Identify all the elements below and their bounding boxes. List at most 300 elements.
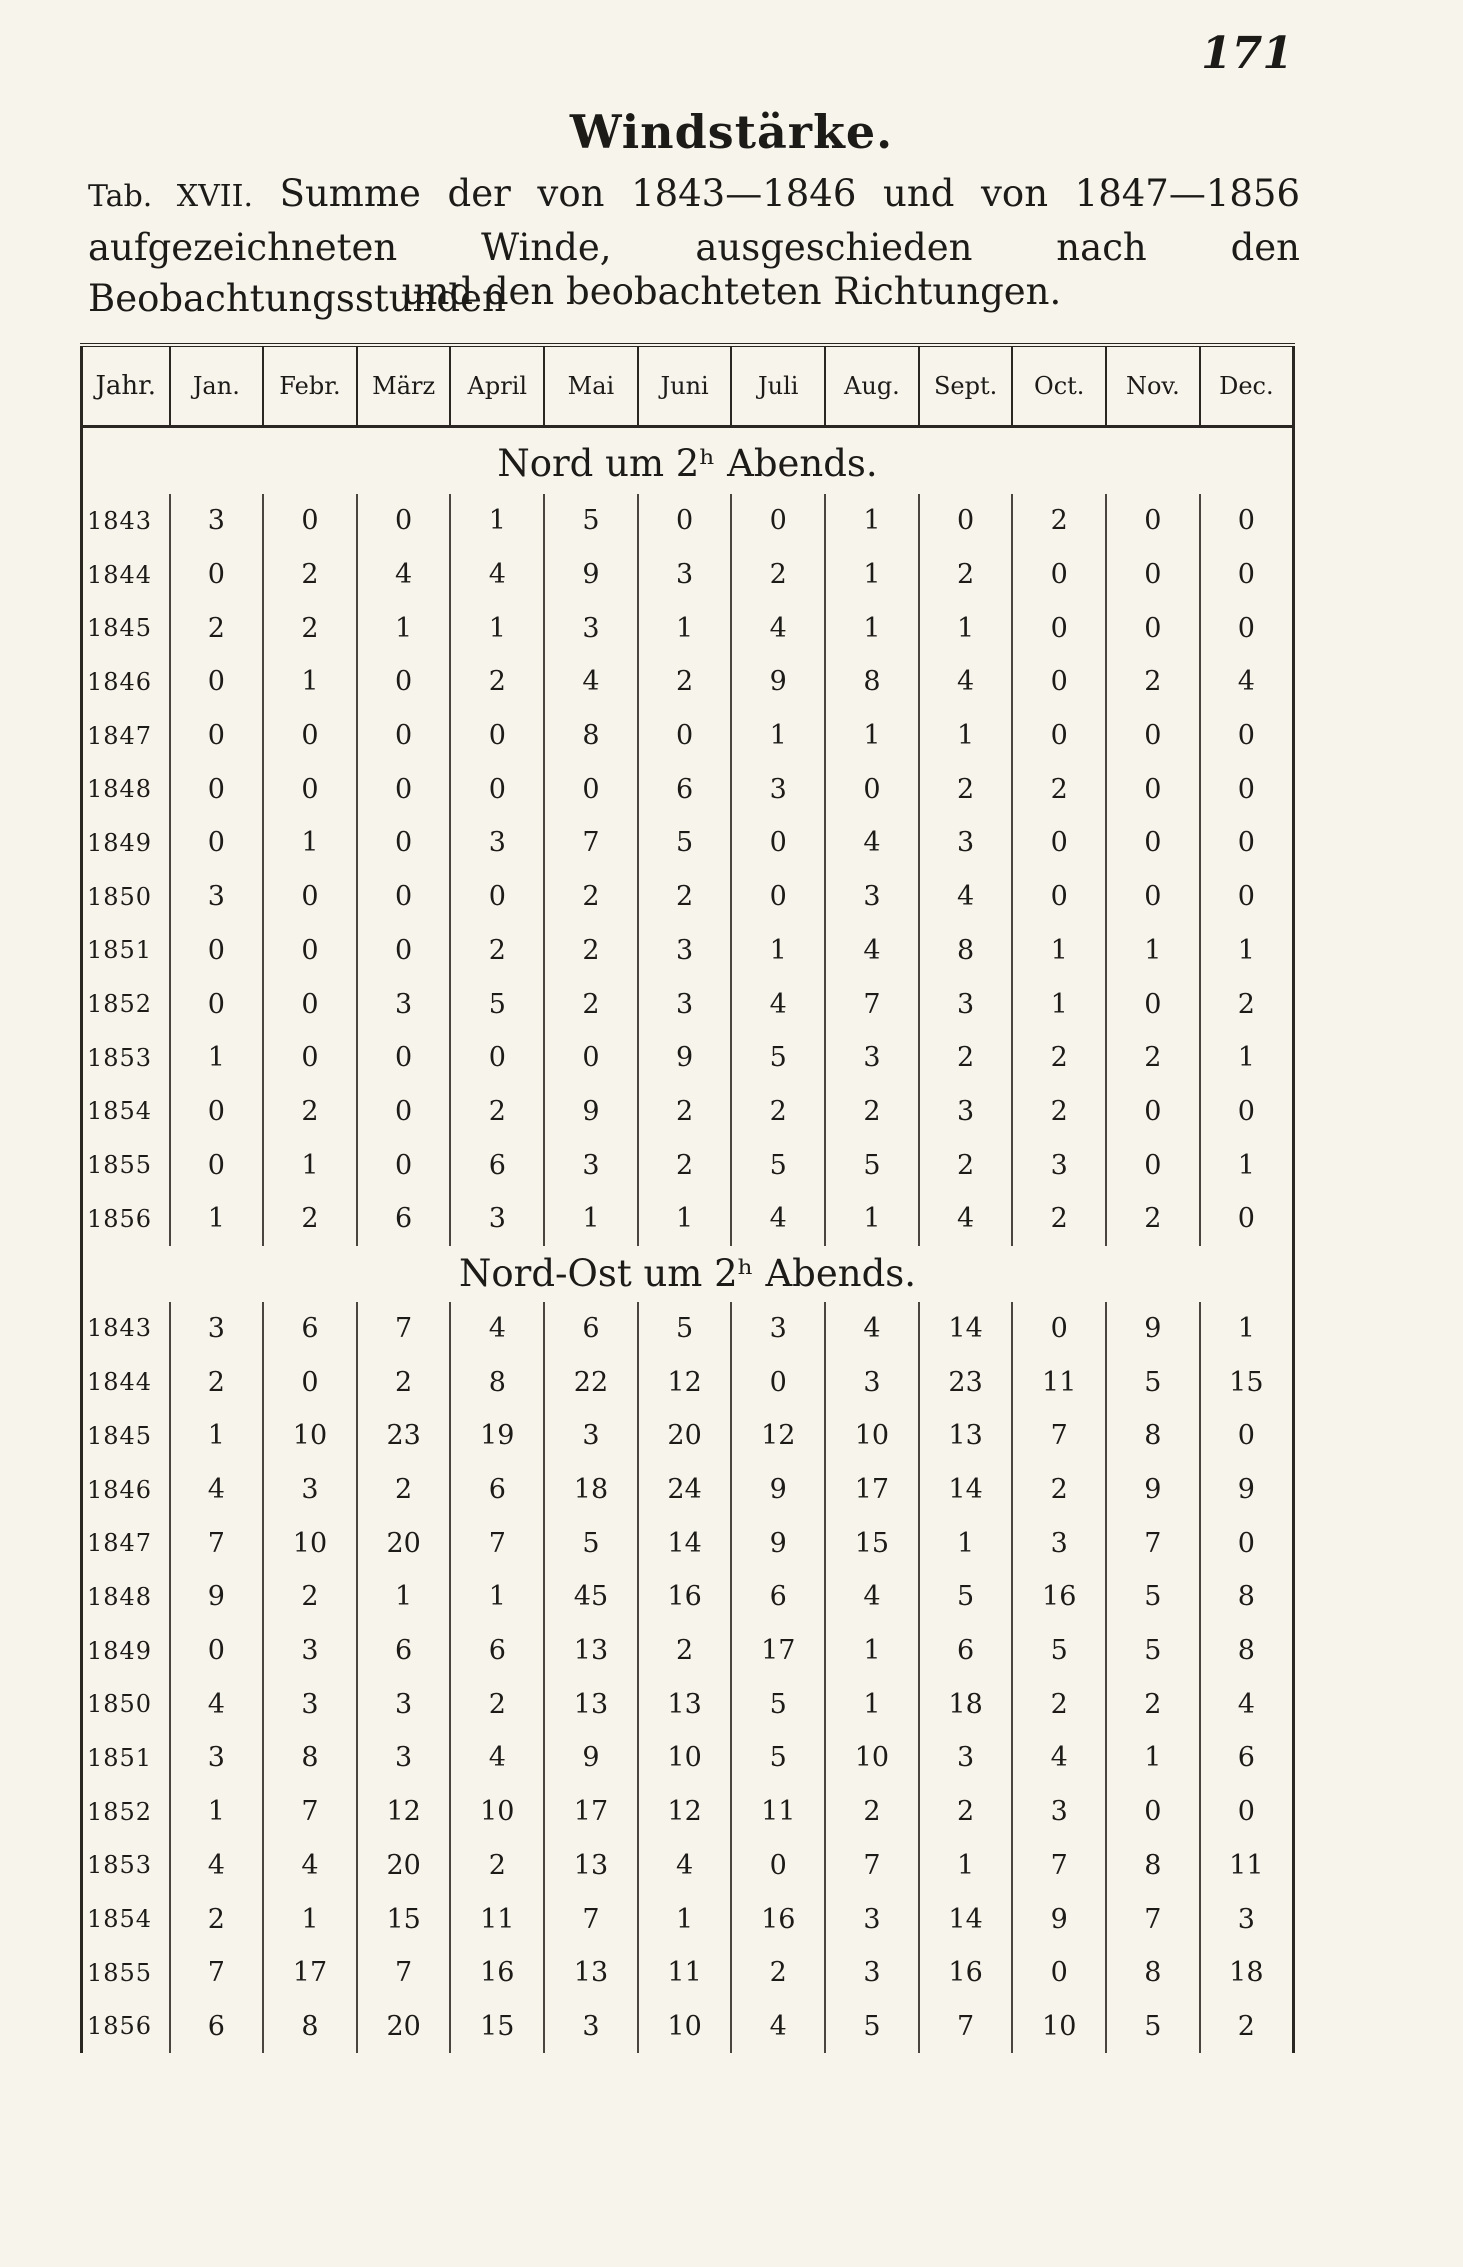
table-cell: 1	[825, 709, 919, 763]
table-cell: 2	[450, 655, 544, 709]
table-cell: 0	[263, 494, 357, 548]
table-row	[82, 1463, 1294, 1517]
table-cell: 2	[263, 1085, 357, 1139]
table-cell: 0	[357, 1138, 451, 1192]
table-cell: 0	[357, 1085, 451, 1139]
table-cell: 5	[1106, 2000, 1200, 2054]
table-cell: 0	[357, 762, 451, 816]
table-cell: 2	[450, 1085, 544, 1139]
table-cell: 2	[1012, 1031, 1106, 1085]
table-cell: 2	[919, 762, 1013, 816]
table-cell: 0	[1012, 816, 1106, 870]
table-cell: 0	[263, 870, 357, 924]
table-cell: 1	[170, 1409, 264, 1463]
table-cell: 3	[263, 1624, 357, 1678]
table-cell: 11	[1229, 1849, 1264, 1881]
year-cell: 1848	[82, 1570, 170, 1624]
table-cell: 0	[1106, 601, 1200, 655]
table-row	[82, 1085, 1294, 1139]
table-cell: 0	[1106, 1085, 1200, 1139]
table-cell: 14	[919, 1892, 1013, 1946]
year-cell: 1852	[82, 977, 170, 1031]
column-header-month: Febr.	[263, 345, 357, 427]
wind-table	[80, 343, 1295, 2053]
table-cell: 6	[919, 1624, 1013, 1678]
table-cell: 4	[1012, 1731, 1106, 1785]
table-cell: 7	[544, 816, 638, 870]
table-cell: 2	[638, 1085, 732, 1139]
table-cell: 0	[731, 494, 825, 548]
table-cell: 0	[1237, 773, 1255, 805]
table-cell: 1	[357, 601, 451, 655]
table-cell: 1	[825, 1624, 919, 1678]
table-cell: 13	[544, 1677, 638, 1731]
table-cell: 2	[638, 870, 732, 924]
table-cell: 4	[450, 1302, 544, 1356]
table-cell: 10	[263, 1409, 357, 1463]
table-cell: 11	[731, 1785, 825, 1839]
table-cell: 3	[544, 2000, 638, 2054]
year-cell: 1844	[82, 1355, 170, 1409]
caption-text: Summe der von 1843—1846 und von 1847—1856 aufgezeichneten Winde, ausgeschieden nach den Beobachtungsstunden	[88, 172, 1300, 320]
year-cell: 1845	[82, 601, 170, 655]
table-row	[82, 924, 1294, 978]
table-cell: 4	[731, 2000, 825, 2054]
table-cell: 2	[731, 1085, 825, 1139]
table-row	[82, 548, 1294, 602]
table-cell: 2	[919, 1138, 1013, 1192]
table-cell: 2	[450, 924, 544, 978]
table-cell: 5	[450, 977, 544, 1031]
table-cell: 10	[825, 1731, 919, 1785]
table-cell: 0	[1012, 1302, 1106, 1356]
table-cell: 3	[1012, 1785, 1106, 1839]
table-cell: 0	[1012, 601, 1106, 655]
table-cell: 2	[638, 655, 732, 709]
table-cell: 0	[825, 762, 919, 816]
table-cell: 9	[1012, 1892, 1106, 1946]
year-cell: 1850	[82, 870, 170, 924]
table-cell: 0	[731, 870, 825, 924]
table-cell: 4	[544, 655, 638, 709]
table-cell: 23	[919, 1355, 1013, 1409]
table-cell: 2	[450, 1677, 544, 1731]
table-cell: 0	[263, 977, 357, 1031]
table-cell: 3	[357, 1731, 451, 1785]
table-cell: 2	[1012, 1085, 1106, 1139]
table-cell: 5	[1012, 1624, 1106, 1678]
table-cell: 2	[357, 1355, 451, 1409]
year-cell: 1847	[82, 709, 170, 763]
table-cell: 2	[919, 548, 1013, 602]
table-cell: 7	[825, 1839, 919, 1893]
table-cell: 3	[170, 870, 264, 924]
table-cell: 2	[919, 1785, 1013, 1839]
table-cell: 8	[263, 1731, 357, 1785]
table-cell: 0	[263, 924, 357, 978]
table-cell: 3	[170, 1302, 264, 1356]
table-cell: 5	[731, 1677, 825, 1731]
table-cell: 4	[731, 601, 825, 655]
column-header-month: Dec.	[1200, 345, 1294, 427]
column-header-month: Juni	[638, 345, 732, 427]
table-cell: 6	[450, 1138, 544, 1192]
year-cell: 1854	[82, 1085, 170, 1139]
table-cell: 3	[919, 816, 1013, 870]
table-cell: 9	[1106, 1463, 1200, 1517]
table-cell: 5	[1106, 1355, 1200, 1409]
table-cell: 7	[170, 1516, 264, 1570]
table-cell: 16	[919, 1946, 1013, 2000]
table-cell: 13	[544, 1839, 638, 1893]
table-cell: 3	[1237, 1903, 1255, 1935]
table-cell: 11	[638, 1946, 732, 2000]
table-cell: 9	[1237, 1474, 1255, 1506]
table-cell: 5	[1106, 1624, 1200, 1678]
table-cell: 13	[544, 1946, 638, 2000]
table-row	[82, 816, 1294, 870]
table-cell: 0	[170, 762, 264, 816]
table-cell: 4	[1237, 666, 1255, 698]
table-cell: 3	[357, 1677, 451, 1731]
table-cell: 4	[825, 924, 919, 978]
table-cell: 9	[1106, 1302, 1200, 1356]
table-cell: 0	[1237, 1796, 1255, 1828]
table-cell: 0	[1237, 612, 1255, 644]
table-cell: 2	[263, 548, 357, 602]
table-cell: 2	[1012, 762, 1106, 816]
table-cell: 12	[638, 1355, 732, 1409]
table-cell: 5	[825, 1138, 919, 1192]
table-cell: 2	[263, 601, 357, 655]
table-cell: 9	[638, 1031, 732, 1085]
table-cell: 1	[1237, 934, 1255, 966]
table-row	[82, 1677, 1294, 1731]
table-cell: 4	[170, 1839, 264, 1893]
table-cell: 3	[450, 816, 544, 870]
table-cell: 4	[170, 1677, 264, 1731]
table-cell: 7	[1106, 1892, 1200, 1946]
year-cell: 1853	[82, 1031, 170, 1085]
table-cell: 3	[825, 870, 919, 924]
table-cell: 45	[544, 1570, 638, 1624]
table-cell: 0	[170, 709, 264, 763]
table-cell: 7	[357, 1946, 451, 2000]
table-cell: 1	[825, 494, 919, 548]
table-cell: 4	[825, 1302, 919, 1356]
table-cell: 12	[638, 1785, 732, 1839]
table-cell: 3	[638, 977, 732, 1031]
table-cell: 4	[919, 870, 1013, 924]
table-row	[82, 1731, 1294, 1785]
table-cell: 1	[1237, 1149, 1255, 1181]
table-cell: 16	[638, 1570, 732, 1624]
year-cell: 1853	[82, 1839, 170, 1893]
table-cell: 8	[1106, 1946, 1200, 2000]
table-cell: 1	[825, 1192, 919, 1246]
table-cell: 3	[731, 1302, 825, 1356]
table-cell: 0	[1237, 1420, 1255, 1452]
table-cell: 0	[357, 870, 451, 924]
table-cell: 9	[544, 548, 638, 602]
table-cell: 2	[731, 548, 825, 602]
table-cell: 5	[731, 1138, 825, 1192]
table-row	[82, 655, 1294, 709]
table-cell: 15	[1229, 1366, 1264, 1398]
table-cell: 0	[1106, 548, 1200, 602]
table-cell: 12	[357, 1785, 451, 1839]
table-cell: 2	[170, 601, 264, 655]
year-cell: 1852	[82, 1785, 170, 1839]
table-cell: 0	[1237, 720, 1255, 752]
table-cell: 8	[1106, 1839, 1200, 1893]
table-cell: 0	[263, 1355, 357, 1409]
table-cell: 1	[825, 601, 919, 655]
table-cell: 4	[450, 548, 544, 602]
table-cell: 0	[263, 1031, 357, 1085]
table-cell: 0	[170, 1624, 264, 1678]
table-cell: 6	[731, 1570, 825, 1624]
table-cell: 2	[170, 1892, 264, 1946]
table-cell: 0	[450, 709, 544, 763]
table-cell: 3	[825, 1892, 919, 1946]
table-cell: 1	[1106, 924, 1200, 978]
table-cell: 0	[919, 494, 1013, 548]
table-row	[82, 977, 1294, 1031]
table-cell: 12	[731, 1409, 825, 1463]
table-cell: 17	[544, 1785, 638, 1839]
table-cell: 7	[919, 2000, 1013, 2054]
table-cell: 1	[731, 709, 825, 763]
year-cell: 1843	[82, 494, 170, 548]
table-cell: 0	[1106, 494, 1200, 548]
table-cell: 18	[1229, 1957, 1264, 1989]
table-cell: 1	[544, 1192, 638, 1246]
table-cell: 1	[1012, 977, 1106, 1031]
column-header-month: Jan.	[170, 345, 264, 427]
table-cell: 2	[544, 870, 638, 924]
table-cell: 2	[263, 1570, 357, 1624]
table-cell: 3	[1012, 1516, 1106, 1570]
column-header-month: Nov.	[1106, 345, 1200, 427]
table-cell: 15	[825, 1516, 919, 1570]
table-cell: 0	[170, 924, 264, 978]
table-cell: 6	[450, 1463, 544, 1517]
table-cell: 2	[1106, 1192, 1200, 1246]
table-cell: 6	[544, 1302, 638, 1356]
table-cell: 16	[450, 1946, 544, 2000]
table-cell: 9	[170, 1570, 264, 1624]
table-cell: 0	[1237, 505, 1255, 537]
table-cell: 8	[1237, 1635, 1255, 1667]
column-header-month: April	[450, 345, 544, 427]
table-cell: 3	[450, 1192, 544, 1246]
table-cell: 8	[263, 2000, 357, 2054]
column-header-year: Jahr.	[82, 345, 170, 427]
table-cell: 2	[1012, 1192, 1106, 1246]
section-title: Nord-Ost um 2ʰ Abends.	[458, 1252, 917, 1296]
table-cell: 4	[357, 548, 451, 602]
table-cell: 1	[919, 709, 1013, 763]
table-cell: 8	[825, 655, 919, 709]
table-cell: 8	[1106, 1409, 1200, 1463]
table-cell: 14	[919, 1463, 1013, 1517]
year-cell: 1854	[82, 1892, 170, 1946]
table-cell: 4	[170, 1463, 264, 1517]
table-cell: 10	[450, 1785, 544, 1839]
caption-text-end: und den beobachteten Richtungen.	[401, 270, 1062, 313]
year-cell: 1849	[82, 1624, 170, 1678]
table-cell: 9	[544, 1085, 638, 1139]
year-cell: 1846	[82, 655, 170, 709]
table-cell: 10	[1012, 2000, 1106, 2054]
table-cell: 1	[1106, 1731, 1200, 1785]
year-cell: 1855	[82, 1946, 170, 2000]
table-cell: 2	[544, 977, 638, 1031]
table-row	[82, 1138, 1294, 1192]
table-cell: 1	[450, 601, 544, 655]
table-cell: 1	[919, 601, 1013, 655]
table-cell: 4	[731, 977, 825, 1031]
table-cell: 3	[919, 1085, 1013, 1139]
table-cell: 19	[450, 1409, 544, 1463]
table-cell: 0	[170, 1138, 264, 1192]
table-cell: 0	[170, 977, 264, 1031]
table-cell: 10	[825, 1409, 919, 1463]
table-cell: 0	[638, 494, 732, 548]
table-cell: 1	[450, 1570, 544, 1624]
year-cell: 1856	[82, 2000, 170, 2054]
table-cell: 17	[825, 1463, 919, 1517]
table-cell: 6	[357, 1192, 451, 1246]
table-cell: 8	[919, 924, 1013, 978]
column-header-month: März	[357, 345, 451, 427]
table-cell: 9	[544, 1731, 638, 1785]
table-cell: 3	[638, 924, 732, 978]
table-cell: 2	[638, 1138, 732, 1192]
table-cell: 1	[825, 548, 919, 602]
table-cell: 3	[731, 762, 825, 816]
table-cell: 0	[263, 709, 357, 763]
table-cell: 0	[1237, 559, 1255, 591]
table-cell: 2	[919, 1031, 1013, 1085]
table-cell: 0	[357, 655, 451, 709]
section-heading-row	[82, 427, 1294, 495]
table-cell: 4	[263, 1839, 357, 1893]
table-cell: 14	[638, 1516, 732, 1570]
table-row	[82, 1192, 1294, 1246]
table-cell: 2	[731, 1946, 825, 2000]
table-cell: 20	[638, 1409, 732, 1463]
table-cell: 0	[1106, 816, 1200, 870]
table-cell: 15	[450, 2000, 544, 2054]
table-cell: 0	[1106, 870, 1200, 924]
table-cell: 0	[731, 816, 825, 870]
year-cell: 1845	[82, 1409, 170, 1463]
table-cell: 3	[825, 1946, 919, 2000]
table-cell: 1	[1012, 924, 1106, 978]
table-cell: 1	[638, 601, 732, 655]
table-row	[82, 1302, 1294, 1356]
table-cell: 0	[1012, 655, 1106, 709]
table-cell: 2	[1012, 1463, 1106, 1517]
table-cell: 2	[1237, 2010, 1255, 2042]
table-cell: 0	[1012, 1946, 1106, 2000]
table-cell: 7	[1106, 1516, 1200, 1570]
table-cell: 6	[170, 2000, 264, 2054]
table-cell: 4	[825, 1570, 919, 1624]
table-cell: 2	[1012, 1677, 1106, 1731]
table-cell: 20	[357, 1516, 451, 1570]
table-cell: 1	[170, 1192, 264, 1246]
table-cell: 16	[1012, 1570, 1106, 1624]
table-cell: 8	[1237, 1581, 1255, 1613]
year-cell: 1847	[82, 1516, 170, 1570]
table-cell: 1	[170, 1031, 264, 1085]
table-cell: 17	[263, 1946, 357, 2000]
table-cell: 5	[638, 816, 732, 870]
table-cell: 0	[357, 816, 451, 870]
table-cell: 17	[731, 1624, 825, 1678]
table-cell: 7	[825, 977, 919, 1031]
year-cell: 1849	[82, 816, 170, 870]
table-cell: 3	[263, 1677, 357, 1731]
table-row	[82, 762, 1294, 816]
table-cell: 5	[731, 1031, 825, 1085]
table-row	[82, 1839, 1294, 1893]
table-cell: 3	[919, 977, 1013, 1031]
table-cell: 0	[1237, 1095, 1255, 1127]
table-cell: 22	[544, 1355, 638, 1409]
table-row	[82, 1516, 1294, 1570]
table-cell: 2	[450, 1839, 544, 1893]
table-row	[82, 1785, 1294, 1839]
table-cell: 7	[1012, 1409, 1106, 1463]
table-cell: 4	[638, 1839, 732, 1893]
column-header-month: Juli	[731, 345, 825, 427]
table-cell: 9	[731, 1516, 825, 1570]
table-cell: 10	[263, 1516, 357, 1570]
table-cell: 9	[731, 655, 825, 709]
table-row	[82, 709, 1294, 763]
table-cell: 1	[170, 1785, 264, 1839]
table-cell: 0	[357, 924, 451, 978]
table-cell: 3	[544, 601, 638, 655]
column-header-month: Sept.	[919, 345, 1013, 427]
table-cell: 3	[170, 494, 264, 548]
table-cell: 14	[919, 1302, 1013, 1356]
table-cell: 5	[544, 1516, 638, 1570]
page-number: 171	[1201, 28, 1293, 79]
year-cell: 1856	[82, 1192, 170, 1246]
table-row	[82, 1355, 1294, 1409]
table-cell: 3	[919, 1731, 1013, 1785]
table-cell: 5	[825, 2000, 919, 2054]
table-cell: 3	[544, 1409, 638, 1463]
table-cell: 4	[1237, 1688, 1255, 1720]
table-row	[82, 2000, 1294, 2054]
year-cell: 1843	[82, 1302, 170, 1356]
table-cell: 0	[357, 709, 451, 763]
table-cell: 11	[1012, 1355, 1106, 1409]
table-cell: 0	[1106, 709, 1200, 763]
table-cell: 0	[170, 548, 264, 602]
table-cell: 1	[638, 1192, 732, 1246]
table-cell: 2	[263, 1192, 357, 1246]
table-cell: 0	[1012, 548, 1106, 602]
table-cell: 7	[1012, 1839, 1106, 1893]
table-cell: 1	[450, 494, 544, 548]
